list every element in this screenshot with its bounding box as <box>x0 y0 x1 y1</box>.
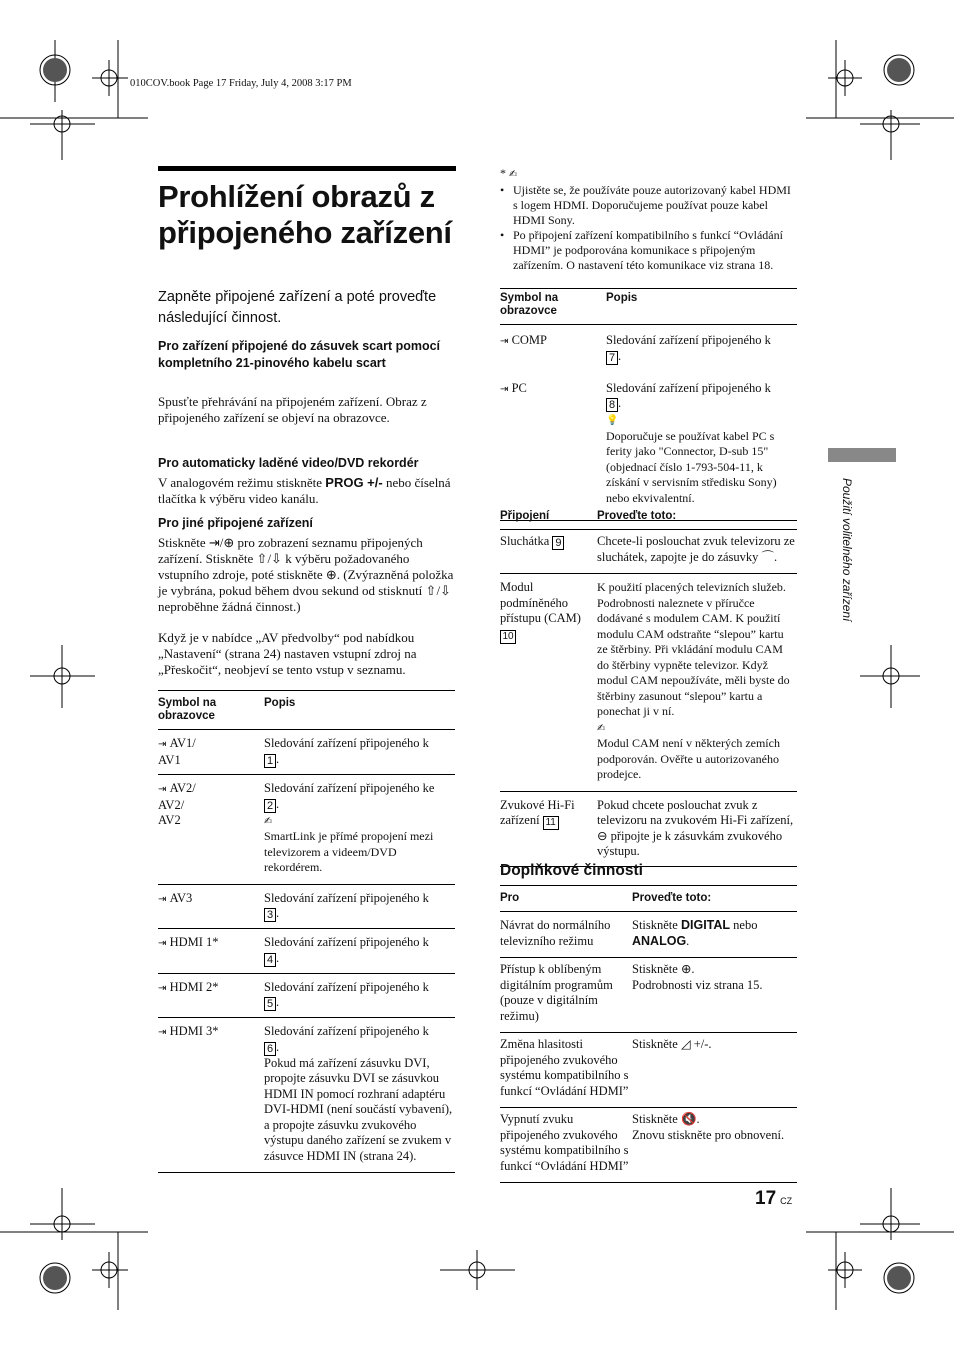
desc-cell: Sledování zařízení připojeného k 3 . <box>264 890 429 921</box>
action-text-2: nebo <box>730 918 758 932</box>
desc-cell: Sledování zařízení připojeného ke 2 . ✍ SmartLink je přímé propojení mezi televizorem a videem/DVD rekordérem. <box>264 781 435 874</box>
symbol-cell <box>158 775 264 885</box>
desc-text: Sledování zařízení připojeného k <box>606 333 771 347</box>
desc-cell: Sledování zařízení připojeného k 7 . <box>606 333 771 364</box>
ref-number: 3 <box>264 908 276 922</box>
table-row <box>158 929 455 974</box>
symbol-text: AV2/ AV2/ AV2 <box>158 781 196 827</box>
input-icon: ⇥ <box>158 739 170 750</box>
ref-number: 2 <box>264 799 276 813</box>
side-section-label: Použití volitelného zařízení <box>840 478 854 622</box>
col-symbol: Symbol na obrazovce <box>500 292 559 317</box>
pc-note: Doporučuje se používat kabel PC s ferity jako "Connector, D-sub 15" (objednací číslo 1-793-504-11, k získání v servisním středisku Sony) nebo ekvivalentní. <box>606 428 777 505</box>
desc-cell: Sledování zařízení připojeného k 4 . <box>264 935 429 966</box>
ref-number: 6 <box>264 1042 276 1056</box>
scart-body: Spusťte přehrávání na připojeném zařízení. Obraz z připojeného zařízení se objeví na obrazovce. <box>158 394 427 425</box>
digital-key: DIGITAL <box>680 918 731 932</box>
symbol-cell <box>158 973 264 1018</box>
connection-name: Modul podmíněného přístupu (CAM) <box>500 580 581 625</box>
star-mark: * <box>500 166 506 180</box>
other-body: Stiskněte ⇥/⊕ pro zobrazení seznamu připojených zařízení. Stiskněte ⇧/⇩ k výběru požadovaného vstupního zdroje, poté stiskněte ⊕. (Zvýrazněná položka je vybrána, pokud během dvou sekund od stisknutí ⇧/⇩ neproběhne žádná činnost.) <box>158 535 454 614</box>
connection-name: Zvukové Hi-Fi zařízení <box>500 797 575 827</box>
hint-icon: 💡 <box>606 415 619 426</box>
connection-table <box>500 508 797 867</box>
input-icon: ⇥ <box>500 383 512 395</box>
table-row <box>500 912 797 958</box>
desc-text: Sledování zařízení připojeného k <box>264 935 429 949</box>
auto-heading: Pro automaticky laděné video/DVD rekordér <box>158 456 419 470</box>
desc-text: Sledování zařízení připojeného k <box>606 380 771 395</box>
col-purpose: Pro <box>500 892 520 904</box>
col-symbol: Symbol na obrazovce <box>158 697 217 722</box>
input-icon: ⇥ <box>158 1027 170 1038</box>
action-cell: Stiskněte ◿ +/-. <box>632 1037 712 1051</box>
table-row <box>158 884 455 929</box>
input-icon: ⇥ <box>158 784 170 795</box>
purpose-cell: Změna hlasitosti připojeného zvukového systému kompatibilního s funkcí “Ovládání HDMI” <box>500 1037 629 1098</box>
side-tab-marker <box>828 448 896 462</box>
file-info-header: 010COV.book Page 17 Friday, July 4, 2008 3:17 PM <box>130 78 352 89</box>
ref-number: 1 <box>264 754 276 768</box>
table-row <box>500 1033 797 1108</box>
col-action: Proveďte toto: <box>632 892 712 904</box>
note-text: Ujistěte se, že používáte pouze autorizovaný kabel HDMI s logem HDMI. Doporučujeme používat pouze kabel HDMI Sony. <box>513 183 791 227</box>
col-action: Proveďte toto: <box>597 510 677 522</box>
desc-cell: Sledování zařízení připojeného k 1 . <box>264 736 429 767</box>
ref-number: 11 <box>543 816 559 830</box>
table-row <box>500 1108 797 1183</box>
col-connection: Připojení <box>500 510 550 522</box>
symbol-cell <box>500 325 606 373</box>
auto-body-text-2: nebo číselná tlačítka k výběru video kanálu. <box>158 475 451 506</box>
other-body-2: Když je v nabídce „AV předvolby“ pod nabídkou „Nastavení“ (strana 24) nastaven vstupní zdroj na „Přeskočit“, neobjeví se tento vstup v seznamu. <box>158 630 417 677</box>
connection-name: Sluchátka <box>500 534 550 548</box>
symbol-cell <box>158 884 264 929</box>
ref-number: 9 <box>552 536 564 550</box>
desc-cell: Sledování zařízení připojeného k 5 . <box>264 979 429 1010</box>
table-row <box>158 775 455 885</box>
notes-list <box>500 183 796 273</box>
auto-body-text: V analogovém režimu stiskněte <box>158 475 326 490</box>
col-desc: Popis <box>606 292 638 304</box>
page-suffix: CZ <box>780 1196 793 1206</box>
table-row <box>158 1018 455 1173</box>
scart-heading: Pro zařízení připojené do zásuvek scart pomocí kompletního 21-pinového kabelu scart <box>158 339 441 370</box>
action-cell: Pokud chcete poslouchat zvuk z televizoru na zvukovém Hi-Fi zařízení, ⊖ připojte je k zásuvkám zvukového výstupu. <box>597 797 794 858</box>
symbol-cell <box>158 730 264 775</box>
action-cell <box>597 574 797 792</box>
bullet-icon: • <box>500 183 505 197</box>
input-icon: ⇥ <box>500 336 512 347</box>
symbol-table-right <box>500 288 797 521</box>
table-row <box>500 325 797 373</box>
symbol-table-left <box>158 690 455 1173</box>
note-icon: ✍ <box>264 815 273 827</box>
purpose-cell: Návrat do normálního televizního režimu <box>500 918 611 948</box>
action-cell: Stiskněte ⊕. Podrobnosti viz strana 15. <box>632 962 763 992</box>
dvi-note: Pokud má zařízení zásuvku DVI, propojte zásuvku DVI se zásuvkou HDMI IN pomocí rozhraní adaptéru DVI-HDMI (není součástí vybavení), a propojte zásuvku zvukového výstupu daného zařízení se zvukem v zásuvce HDMI IN (strana 24). <box>264 1055 453 1163</box>
input-icon: ⇥ <box>158 893 170 905</box>
note-icon: ✍ <box>509 169 518 180</box>
action-cell: Chcete-li poslouchat zvuk televizoru ze sluchátek, zapojte je do zásuvky ⌒. <box>597 534 795 564</box>
table-row <box>500 958 797 1033</box>
analog-key: ANALOG <box>632 933 687 948</box>
note-icon: ✍ <box>597 722 606 734</box>
notes-star <box>500 166 517 182</box>
desc-cell: Sledování zařízení připojeného k 8 . 💡 Doporučuje se používat kabel PC s ferity jako "Connector, D-sub 15" (objednací číslo 1-793-504-11, k získání v servisním středisku Sony) nebo ekvivalentní. <box>606 380 777 505</box>
table-row <box>500 373 797 521</box>
note-text: Po připojení zařízení kompatibilního s funkcí “Ovládání HDMI” je podporována komunikace s připojeným zařízením. O nastavení této komunikace viz strana 18. <box>513 228 783 272</box>
page-number-block <box>755 1188 792 1210</box>
symbol-text: AV3 <box>169 890 193 905</box>
input-icon: ⇥ <box>158 982 170 994</box>
desc-text: Sledování zařízení připojeného k <box>264 979 429 994</box>
extra-heading: Doplňkové činnosti <box>500 862 643 879</box>
ref-number: 4 <box>264 953 276 967</box>
table-row <box>500 791 797 866</box>
note-bullet <box>500 228 796 273</box>
purpose-cell: Vypnutí zvuku připojeného zvukového systému kompatibilního s funkcí “Ovládání HDMI” <box>500 1112 629 1173</box>
desc-text: Sledování zařízení připojeného ke <box>264 781 435 795</box>
symbol-text: HDMI 2* <box>169 979 219 994</box>
symbol-cell <box>158 1018 264 1173</box>
intro-text: Zapněte připojené zařízení a poté proveďte následující činnost. <box>158 289 437 326</box>
cam-text: K použití placených televizních služeb. Podrobnosti naleznete v příručce dodávané s modulem CAM. K použití modulu CAM odstraňte “slepou” kartu ze štěrbiny. Při vkládání modulu CAM do štěrbiny vypněte televizor. Když modul CAM nepoužíváte, měli byste do štěrbiny zasunout “slepou” kartu a ponechat ji v ní. <box>597 580 790 718</box>
action-text: Stiskněte <box>632 918 681 932</box>
symbol-text: PC <box>511 380 527 395</box>
smartlink-note: SmartLink je přímé propojení mezi televizorem a videem/DVD rekordérem. <box>264 829 434 874</box>
auto-body <box>158 475 454 507</box>
bullet-icon: • <box>500 228 505 242</box>
col-desc: Popis <box>264 697 296 709</box>
symbol-text: HDMI 3* <box>169 1024 219 1038</box>
table-row <box>500 530 797 574</box>
table-row <box>158 730 455 775</box>
ref-number: 8 <box>606 398 618 412</box>
desc-cell: Sledování zařízení připojeného k 6 . Pokud má zařízení zásuvku DVI, propojte zásuvku DVI se zásuvkou HDMI IN pomocí rozhraní adaptéru DVI-HDMI (není součástí vybavení), a propojte zásuvku zvukového výstupu daného zařízení se zvukem v zásuvce HDMI IN (strana 24). <box>264 1024 453 1163</box>
extra-table <box>500 885 797 1183</box>
ref-number: 5 <box>264 997 276 1011</box>
note-bullet <box>500 183 796 228</box>
action-text-3: . <box>686 933 690 948</box>
page-title: Prohlížení obrazů z připojeného zařízení <box>158 166 456 251</box>
symbol-text: HDMI 1* <box>169 935 219 949</box>
desc-text: Sledování zařízení připojeného k <box>264 1024 429 1038</box>
other-heading: Pro jiné připojené zařízení <box>158 516 313 530</box>
action-cell: Stiskněte 🔇. Znovu stiskněte pro obnovení. <box>632 1112 785 1142</box>
connection-cell <box>500 574 597 792</box>
input-icon: ⇥ <box>158 938 170 949</box>
desc-text: Sledování zařízení připojeného k <box>264 890 429 905</box>
symbol-cell <box>158 929 264 974</box>
cam-note: Modul CAM není v některých zemích podporován. Ověřte u autorizovaného prodejce. <box>597 736 780 781</box>
purpose-cell: Přístup k oblíbeným digitálním programům (pouze v digitálním režimu) <box>500 962 613 1023</box>
table-row <box>500 574 797 792</box>
connection-cell <box>500 530 597 574</box>
action-cell <box>632 912 797 958</box>
symbol-cell <box>500 373 606 521</box>
symbol-text: AV1/ AV1 <box>158 736 196 767</box>
symbol-text: COMP <box>511 333 547 347</box>
desc-text: Sledování zařízení připojeného k <box>264 736 429 750</box>
prog-key: PROG +/- <box>325 475 383 490</box>
table-row <box>158 973 455 1018</box>
ref-number: 10 <box>500 630 516 644</box>
ref-number: 7 <box>606 351 618 365</box>
connection-cell <box>500 791 597 866</box>
page-number: 17 <box>755 1188 777 1209</box>
